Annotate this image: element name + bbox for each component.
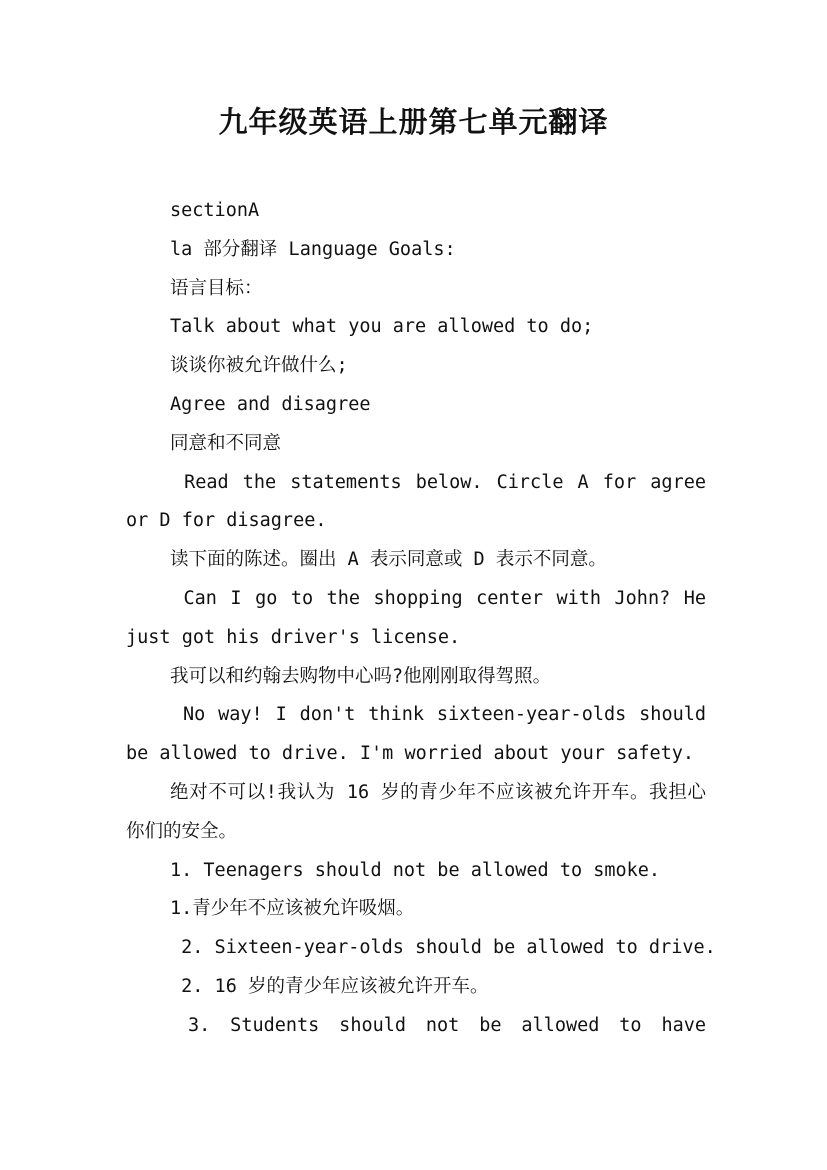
paragraph-section-heading: sectionA — [170, 200, 260, 221]
paragraph-language-goals: la 部分翻译 Language Goals: — [170, 238, 456, 260]
paragraph-item-3: 3. Students should not be allowed to have — [188, 1014, 706, 1036]
paragraph-no-way-cn: 绝对不可以!我认为 16 岁的青少年不应该被允许开车。我担心你们的安全。 — [126, 781, 706, 842]
paragraph-shopping-center: Can I go to the shopping center with John? He just got his driver's license. — [126, 587, 718, 648]
paragraph-read-statements-cn: 读下面的陈述。圈出 A 表示同意或 D 表示不同意。 — [170, 549, 607, 571]
paragraph-agree-disagree-cn: 同意和不同意 — [170, 432, 282, 454]
paragraph-talk-about-cn: 谈谈你被允许做什么; — [170, 355, 348, 377]
paragraph-item-2: 2. Sixteen-year-olds should be allowed to drive. — [170, 937, 716, 959]
paragraph-item-2-cn: 2. 16 岁的青少年应该被允许开车。 — [170, 975, 489, 997]
paragraph-shopping-center-cn: 我可以和约翰去购物中心吗?他刚刚取得驾照。 — [170, 665, 552, 687]
paragraph-item-1-cn: 1.青少年不应该被允许吸烟。 — [170, 898, 415, 920]
paragraph-item-1: 1. Teenagers should not be allowed to smoke. — [170, 859, 661, 881]
paragraph-no-way: No way! I don't think sixteen-year-olds should be allowed to drive. I'm worried about your safety. — [126, 704, 718, 765]
paragraph-talk-about: Talk about what you are allowed to do; — [170, 316, 594, 338]
paragraph-language-goals-cn: 语言目标： — [170, 277, 263, 299]
paragraph-agree-disagree: Agree and disagree — [170, 393, 371, 415]
document-title: 九年级英语上册第七单元翻译 — [218, 105, 609, 139]
paragraph-read-statements: Read the statements below. Circle A for agree or D for disagree. — [126, 471, 718, 532]
document-body — [126, 192, 718, 1046]
